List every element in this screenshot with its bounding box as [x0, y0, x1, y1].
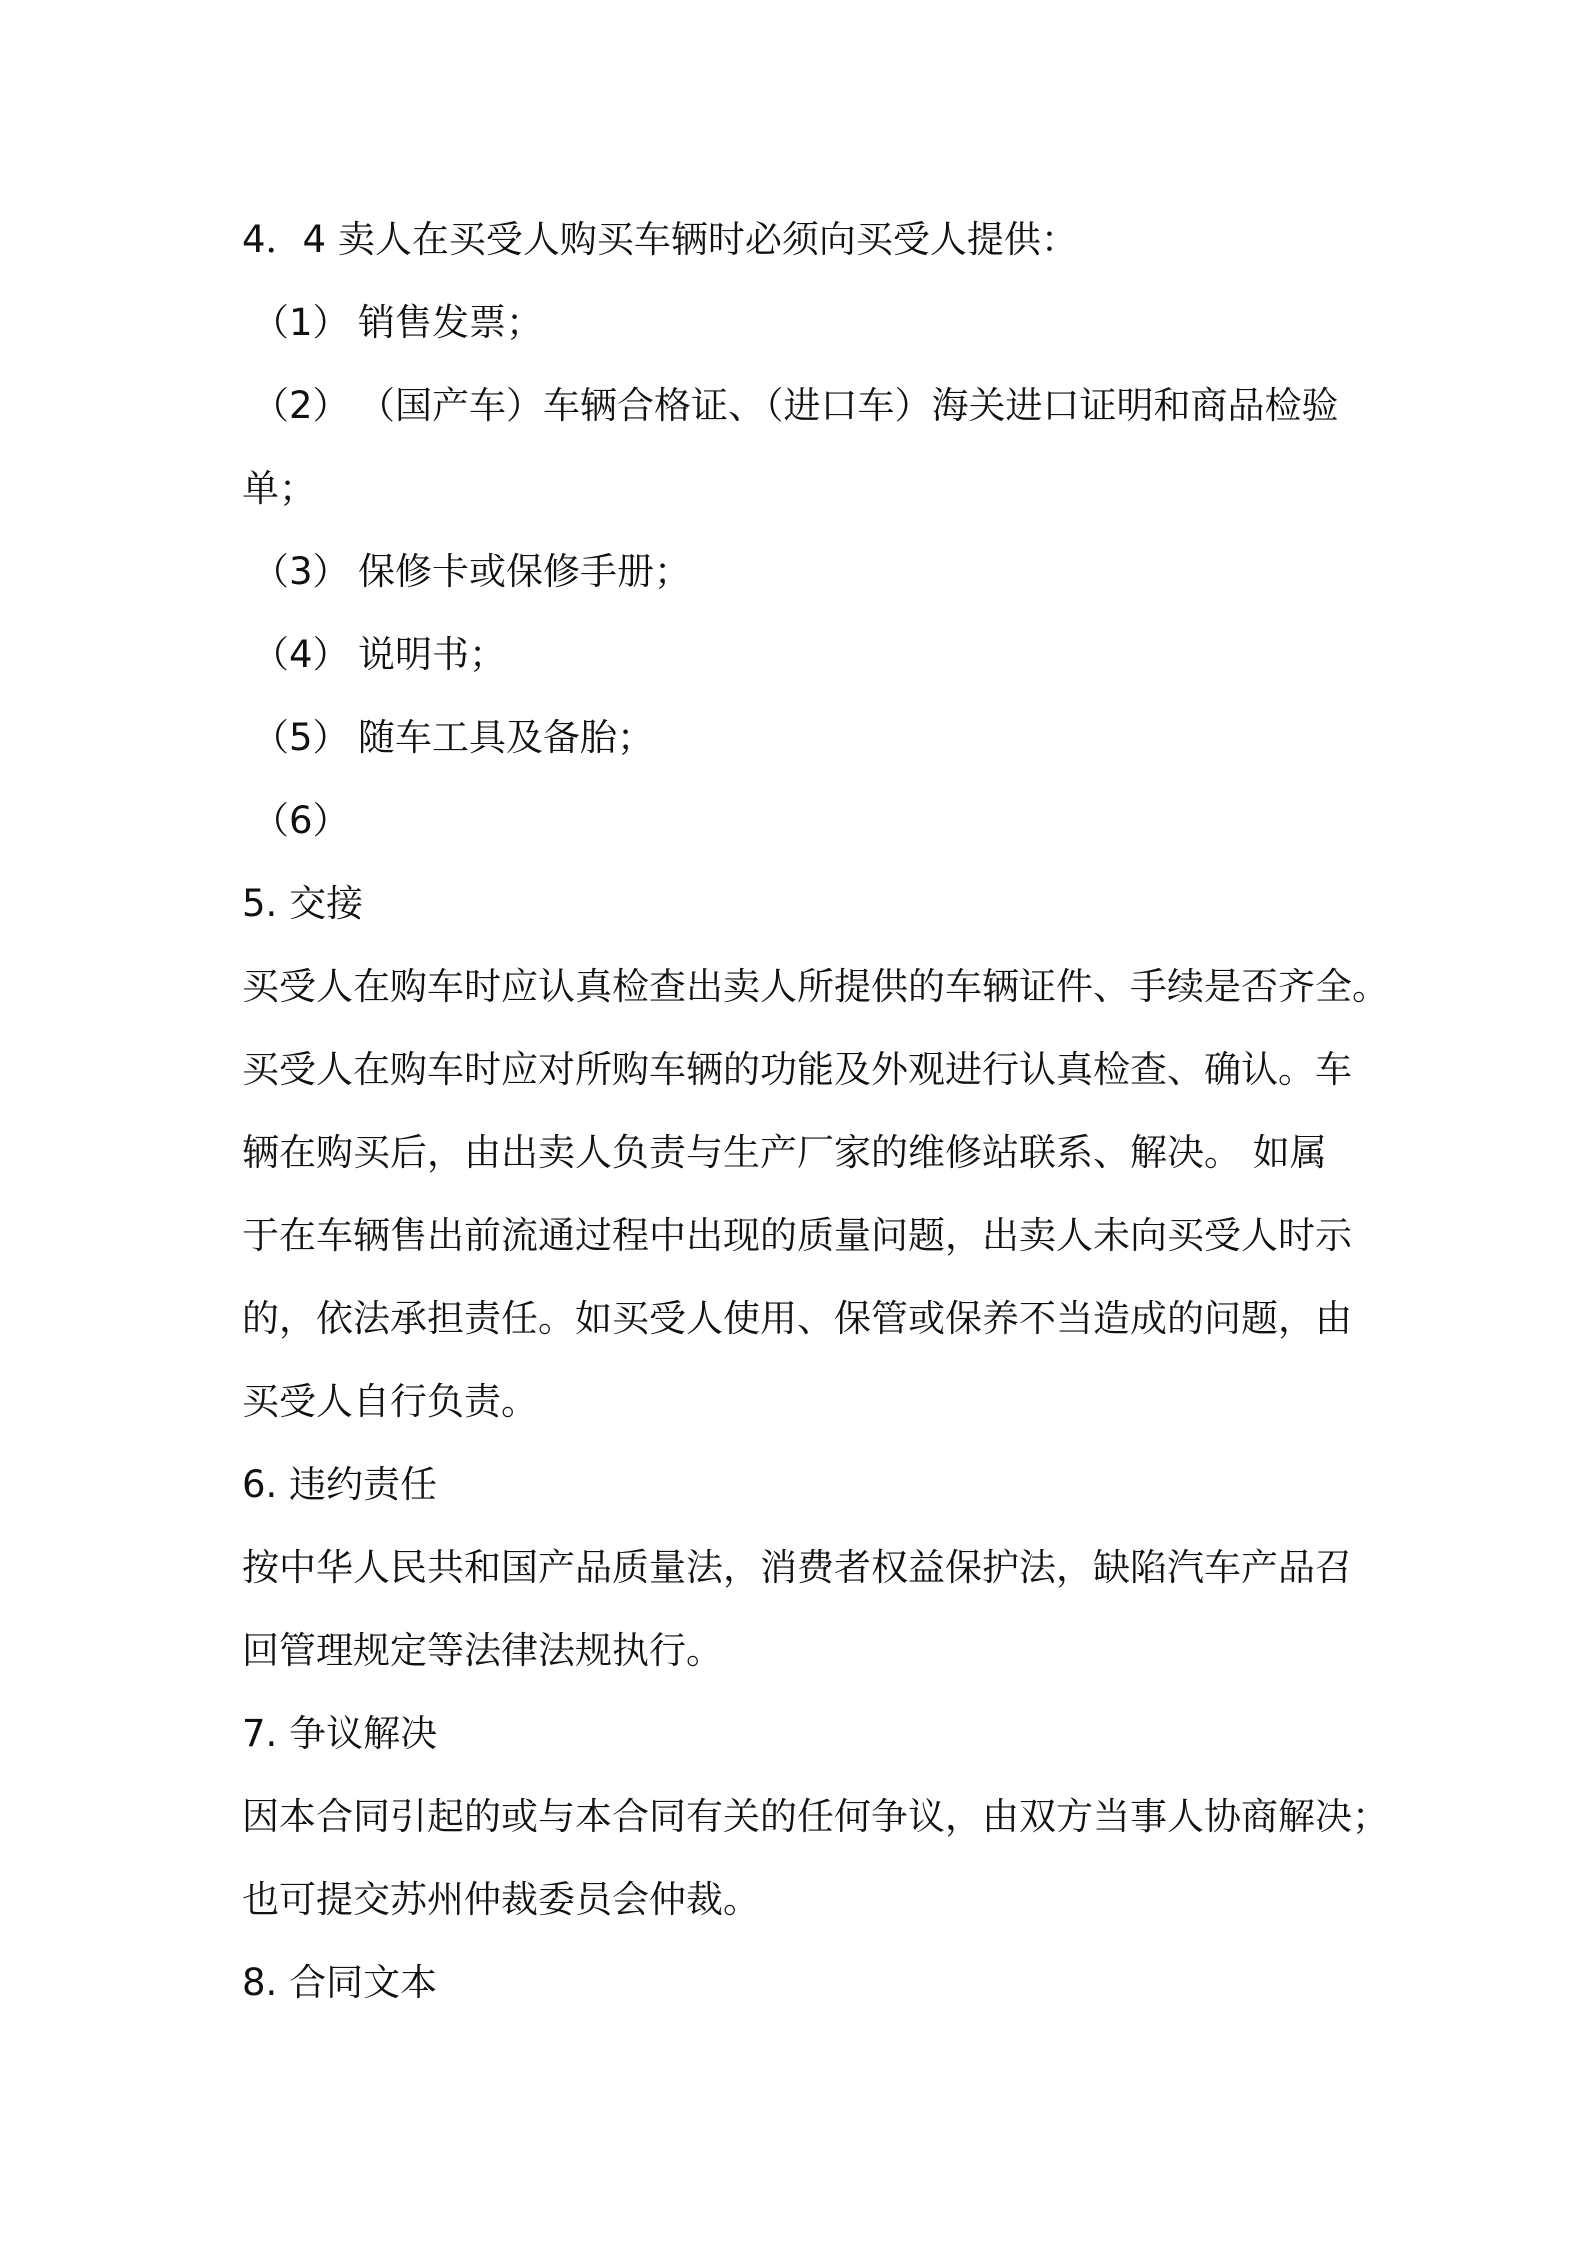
paragraph-line: 回管理规定等法律法规执行。	[242, 1629, 723, 1672]
list-item	[242, 613, 1362, 696]
clause-5-heading: 5. 交接	[242, 882, 364, 925]
clause-6-paragraph	[242, 1526, 1362, 1692]
list-item-number: （1）	[252, 301, 350, 344]
list-item-number: （3）	[252, 550, 350, 593]
list-item	[242, 779, 1362, 862]
paragraph-line: 的，依法承担责任。如买受人使用、保管或保养不当造成的问题，由	[242, 1297, 1352, 1340]
clause-6-heading: 6. 违约责任	[242, 1463, 438, 1506]
list-item-text: 说明书；	[358, 633, 506, 676]
list-item-text: （国产车）车辆合格证、（进口车）海关进口证明和商品检验	[358, 384, 1339, 427]
paragraph-line: 买受人自行负责。	[242, 1380, 538, 1423]
clause-7-paragraph	[242, 1775, 1389, 1941]
list-item	[242, 364, 1362, 447]
list-item-text: 保修卡或保修手册；	[358, 550, 691, 593]
list-item	[242, 696, 1362, 779]
clause-7-heading: 7. 争议解决	[242, 1712, 438, 1755]
clause-8-heading: 8. 合同文本	[242, 1961, 438, 2004]
list-item-number: （4）	[252, 633, 350, 676]
paragraph-line: 买受人在购车时应对所购车辆的功能及外观进行认真检查、确认。车	[242, 1048, 1352, 1091]
document-body	[242, 198, 1389, 2024]
list-item	[242, 530, 1362, 613]
paragraph-line: 因本合同引起的或与本合同有关的任何争议，由双方当事人协商解决；	[242, 1795, 1389, 1838]
list-item-text: 销售发票；	[358, 301, 543, 344]
paragraph-line: 买受人在购车时应认真检查出卖人所提供的车辆证件、手续是否齐全。	[242, 965, 1389, 1008]
list-item-number: （6）	[252, 799, 350, 842]
paragraph-line: 也可提交苏州仲裁委员会仲裁。	[242, 1878, 760, 1921]
list-item-number: （5）	[252, 716, 350, 759]
paragraph-line: 辆在购买后，由出卖人负责与生产厂家的维修站联系、解决。 如属	[242, 1131, 1327, 1174]
paragraph-line: 于在车辆售出前流通过程中出现的质量问题，出卖人未向买受人时示	[242, 1214, 1352, 1257]
list-item-continuation: 单；	[242, 467, 316, 510]
list-item-number: （2）	[252, 384, 350, 427]
paragraph-line: 按中华人民共和国产品质量法，消费者权益保护法，缺陷汽车产品召	[242, 1546, 1352, 1589]
list-item	[242, 281, 1362, 364]
clause-4-4-heading: 4．4 卖人在买受人购买车辆时必须向买受人提供：	[242, 218, 1078, 261]
clause-5-paragraph	[242, 945, 1389, 1443]
list-item-text: 随车工具及备胎；	[358, 716, 654, 759]
